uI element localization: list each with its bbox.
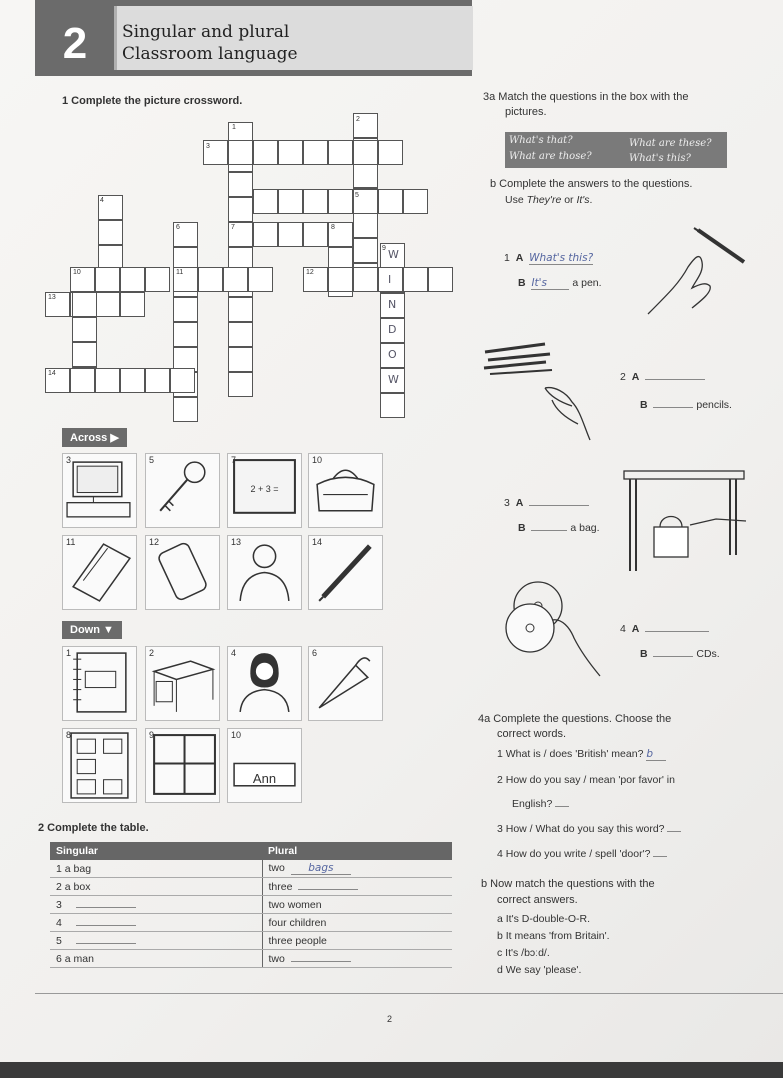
- picture-pencil: [308, 535, 383, 610]
- singular-text: 6 a man: [56, 952, 94, 965]
- crossword-cell[interactable]: [228, 297, 253, 322]
- ex3b-end: .: [589, 194, 593, 206]
- crossword-cell[interactable]: [173, 397, 198, 422]
- crossword-cell[interactable]: [353, 163, 378, 188]
- crossword-cell[interactable]: [303, 189, 328, 214]
- crossword-cell[interactable]: [328, 140, 353, 165]
- picture-notebook: [62, 646, 137, 721]
- ex3b-item-1-b: [518, 277, 602, 290]
- plural-text: two women: [268, 898, 322, 911]
- singular-plural-table: [50, 842, 452, 968]
- table-edge: [0, 1062, 783, 1078]
- item-number: 1: [504, 252, 510, 264]
- crossword-cell[interactable]: [380, 393, 405, 418]
- crossword-cell[interactable]: [248, 267, 273, 292]
- singular-cell[interactable]: [50, 878, 262, 896]
- crossword-letter: N: [388, 298, 397, 311]
- crossword-cell[interactable]: [353, 140, 378, 165]
- picture-text: 2 + 3 =: [250, 484, 279, 494]
- picture-book: [62, 535, 137, 610]
- ex3a-title-2: pictures.: [505, 106, 547, 118]
- crossword-clue-number: 8: [331, 224, 335, 231]
- page-number: 2: [387, 1014, 393, 1024]
- speaker-b: B: [518, 277, 526, 289]
- plural-header: Plural: [262, 842, 452, 860]
- unit-title: Singular and plural: [122, 22, 290, 42]
- plural-text: four children: [268, 916, 327, 929]
- ex4b-answer-d: d We say 'please'.: [497, 964, 582, 976]
- answer-blank[interactable]: [76, 925, 136, 926]
- ex4b-answer-b: b It means 'from Britain'.: [497, 930, 610, 942]
- picture-door: [62, 728, 137, 803]
- down-arrow-icon: ▼: [103, 624, 114, 636]
- ex1-title: 1 Complete the picture crossword.: [62, 95, 243, 107]
- crossword-cell[interactable]: [253, 222, 278, 247]
- box-question-2: What are these?: [629, 138, 712, 149]
- item-number: 3: [504, 497, 510, 509]
- crossword-letter: O: [388, 348, 397, 361]
- picture-number: 6: [312, 648, 318, 658]
- pointing-at-bag-icon: [620, 465, 750, 575]
- ex3b-item-1-a: [504, 252, 593, 264]
- table-row: [50, 896, 452, 914]
- ex4a-title: 4a Complete the questions. Choose the: [478, 713, 672, 725]
- picture-number: 1: [66, 648, 72, 658]
- ex3b-item-2-b: [640, 399, 732, 411]
- singular-cell[interactable]: [50, 932, 262, 950]
- plural-cell[interactable]: [262, 896, 452, 914]
- crossword-cell[interactable]: [72, 342, 97, 367]
- question-text: 1 What is / does 'British' mean?: [497, 748, 644, 760]
- crossword-cell[interactable]: [403, 189, 428, 214]
- crossword-cell[interactable]: [278, 222, 303, 247]
- picture-desk: [145, 646, 220, 721]
- answer-blank[interactable]: [529, 505, 589, 506]
- table-row: [50, 932, 452, 950]
- right-arrow-icon: ▶: [110, 432, 119, 444]
- footer-line: [35, 993, 783, 994]
- crossword-cell[interactable]: [303, 140, 328, 165]
- picture-woman: [227, 646, 302, 721]
- key-icon: [146, 454, 219, 527]
- crossword-clue-number: 10: [73, 269, 81, 276]
- picture-number: 3: [66, 455, 72, 465]
- table-row: [50, 950, 452, 968]
- singular-cell[interactable]: [50, 950, 262, 968]
- crossword-clue-number: 3: [206, 143, 210, 150]
- picture-key: [145, 453, 220, 528]
- singular-text: 2 a box: [56, 880, 91, 893]
- answer-blank[interactable]: [667, 831, 681, 832]
- picture-umbrella: [308, 646, 383, 721]
- plural-text: two: [268, 952, 285, 965]
- picture-mobile-phone: [145, 535, 220, 610]
- hand-with-pen-icon: [640, 222, 750, 322]
- speaker-a: A: [515, 497, 524, 509]
- crossword-clue-number: 1: [232, 124, 236, 131]
- notebook-icon: [63, 647, 136, 720]
- picture-board: [227, 453, 302, 528]
- ex4a-q4: [497, 848, 667, 860]
- crossword-cell[interactable]: [228, 140, 253, 165]
- answer-blank[interactable]: [645, 379, 705, 380]
- plural-cell[interactable]: [262, 878, 452, 896]
- answer-blank[interactable]: [653, 656, 693, 657]
- crossword-cell[interactable]: [120, 368, 145, 393]
- item-number: 4: [620, 623, 626, 635]
- singular-cell[interactable]: [50, 896, 262, 914]
- ex3b-item-4-b: [640, 648, 720, 660]
- crossword-cell[interactable]: [70, 368, 95, 393]
- crossword-cell[interactable]: [95, 292, 120, 317]
- question-text: 4 How do you write / spell 'door'?: [497, 848, 651, 860]
- crossword-letter: W: [388, 248, 399, 261]
- pointing-at-pencils-icon: [480, 340, 600, 450]
- ex4a-q2: 2 How do you say / mean 'por favor' in: [497, 774, 675, 786]
- ex3b-or: or: [561, 194, 577, 206]
- crossword-cell[interactable]: [95, 368, 120, 393]
- singular-cell[interactable]: [50, 914, 262, 932]
- crossword-cell[interactable]: [223, 267, 248, 292]
- crossword-cell[interactable]: [253, 140, 278, 165]
- ex3b-item-3-a: [504, 497, 589, 509]
- crossword-letter: W: [388, 373, 399, 386]
- picture-number: 11: [66, 537, 76, 547]
- singular-cell[interactable]: [50, 860, 262, 878]
- ex4b-answer-c: c It's /bɔːd/.: [497, 947, 550, 959]
- ex4b-title-2: correct answers.: [497, 894, 578, 906]
- singular-header: Singular: [50, 842, 262, 860]
- plural-cell[interactable]: [262, 860, 452, 878]
- speaker-a: A: [631, 371, 640, 383]
- singular-text: 1 a bag: [56, 862, 92, 875]
- ex3b-instruction-prefix: Use: [505, 194, 527, 206]
- crossword-cell[interactable]: [278, 140, 303, 165]
- picture-number: 5: [149, 455, 155, 465]
- answer-blank[interactable]: [653, 856, 667, 857]
- picture-name-tag: [227, 728, 302, 803]
- crossword-clue-number: 2: [356, 116, 360, 123]
- crossword-cell[interactable]: [228, 172, 253, 197]
- crossword-clue-number: 11: [176, 269, 184, 276]
- answer-handwritten: It's: [531, 277, 569, 290]
- plural-answer[interactable]: [298, 889, 358, 890]
- answer-blank[interactable]: [653, 407, 693, 408]
- item-number: 2: [620, 371, 626, 383]
- singular-text: 5: [56, 934, 62, 947]
- picture-number: 10: [312, 455, 323, 465]
- computer-icon: [63, 454, 136, 527]
- plural-cell[interactable]: [262, 932, 452, 950]
- crossword-clue-number: 5: [355, 192, 359, 199]
- picture-computer: [62, 453, 137, 528]
- unit-subtitle: Classroom language: [122, 44, 298, 64]
- crossword-cell[interactable]: [228, 347, 253, 372]
- window-icon: [146, 729, 219, 802]
- crossword-cell[interactable]: [353, 238, 378, 263]
- crossword-cell[interactable]: [378, 189, 403, 214]
- crossword-clue-number: 14: [48, 370, 56, 377]
- ex4a-title-2: correct words.: [497, 728, 567, 740]
- across-label-text: Across: [70, 432, 108, 444]
- answer-blank[interactable]: [645, 631, 709, 632]
- picture-number: 13: [231, 537, 242, 547]
- picture-number: 7: [231, 455, 237, 465]
- plural-answer[interactable]: [291, 961, 351, 962]
- ex4a-q3: [497, 823, 681, 835]
- crossword-cell[interactable]: [328, 189, 353, 214]
- picture-number: 10: [231, 730, 242, 740]
- crossword-clue-number: 6: [176, 224, 180, 231]
- crossword-cell[interactable]: [95, 267, 120, 292]
- answer-blank[interactable]: [76, 907, 136, 908]
- speaker-b: B: [640, 648, 648, 660]
- umbrella-icon: [309, 647, 382, 720]
- picture-number: 2: [149, 648, 155, 658]
- plural-text: three people: [268, 934, 327, 947]
- crossword-cell[interactable]: [170, 368, 195, 393]
- plural-text: two: [268, 862, 285, 874]
- crossword-clue-number: 13: [48, 294, 56, 301]
- question-text: 3 How / What do you say this word?: [497, 823, 665, 835]
- crossword-cell[interactable]: [173, 322, 198, 347]
- box-question-1: What's that?: [509, 135, 573, 146]
- plural-cell[interactable]: [262, 914, 452, 932]
- ex3b-instruction: [505, 194, 592, 206]
- unit-number: 2: [62, 19, 88, 68]
- answer-handwritten: b: [646, 748, 666, 761]
- ex3b-title: b Complete the answers to the questions.: [490, 178, 693, 190]
- crossword-clue-number: 7: [231, 224, 235, 231]
- answer-rest: pencils.: [696, 399, 732, 411]
- crossword-cell[interactable]: [145, 368, 170, 393]
- down-label-text: Down: [70, 624, 100, 636]
- question-text: English?: [512, 798, 553, 810]
- singular-text: 3: [56, 898, 62, 911]
- crossword-cell[interactable]: [145, 267, 170, 292]
- crossword-clue-number: 12: [306, 269, 314, 276]
- ex2-title: 2 Complete the table.: [38, 822, 149, 834]
- speaker-a: A: [515, 252, 524, 264]
- plural-cell[interactable]: [262, 950, 452, 968]
- table-row: [50, 860, 452, 878]
- crossword-cell[interactable]: [72, 292, 97, 317]
- ex4b-title: b Now match the questions with the: [481, 878, 655, 890]
- crossword-cell[interactable]: [253, 189, 278, 214]
- ex3b-item-4-a: [620, 623, 709, 635]
- crossword-clue-number: 9: [382, 245, 386, 252]
- crossword-cell[interactable]: [198, 267, 223, 292]
- singular-text: 4: [56, 916, 62, 929]
- ex4b-answer-a: a It's D-double-O-R.: [497, 913, 591, 925]
- speaker-b: B: [640, 399, 648, 411]
- crossword-cell[interactable]: [353, 213, 378, 238]
- answer-rest: a bag.: [570, 522, 600, 534]
- crossword-cell[interactable]: [173, 297, 198, 322]
- plural-text: three: [268, 880, 293, 893]
- crossword-cell[interactable]: [72, 317, 97, 342]
- crossword-letter: D: [388, 323, 397, 336]
- ex4a-q2-cont: [512, 798, 569, 810]
- crossword-cell[interactable]: [228, 197, 253, 222]
- crossword-clue-number: 4: [100, 197, 104, 204]
- across-label: [62, 428, 127, 447]
- crossword-cell[interactable]: [303, 222, 328, 247]
- picture-number: 14: [312, 537, 323, 547]
- ex3b-its: It's: [576, 194, 590, 206]
- crossword-cell[interactable]: [278, 189, 303, 214]
- picture-man: [227, 535, 302, 610]
- answer-blank[interactable]: [76, 943, 136, 944]
- picture-number: 4: [231, 648, 237, 658]
- crossword-cell[interactable]: [120, 292, 145, 317]
- box-question-4: What's this?: [629, 153, 691, 164]
- picture-number: 8: [66, 730, 72, 740]
- ex3b-item-2-a: [620, 371, 705, 383]
- down-label: [62, 621, 122, 639]
- ex3b-they: They're: [526, 194, 562, 206]
- door-icon: [63, 729, 136, 802]
- picture-text: Ann: [252, 771, 277, 786]
- crossword-cell[interactable]: [228, 322, 253, 347]
- table-row: [50, 878, 452, 896]
- ex4a-q1: [497, 748, 666, 761]
- ex3b-item-3-b: [518, 522, 600, 534]
- crossword-cell[interactable]: [353, 267, 378, 292]
- crossword-letter: I: [388, 273, 392, 286]
- answer-rest: CDs.: [696, 648, 720, 660]
- picture-number: 9: [149, 730, 155, 740]
- plural-answer[interactable]: bags: [291, 862, 351, 875]
- crossword-cell[interactable]: [428, 267, 453, 292]
- crossword-cell[interactable]: [98, 220, 123, 245]
- woman-icon: [228, 647, 301, 720]
- box-question-3: What are those?: [509, 151, 592, 162]
- question-box: [505, 132, 727, 168]
- crossword-cell[interactable]: [120, 267, 145, 292]
- picture-number: 12: [149, 537, 160, 547]
- crossword-cell[interactable]: [378, 140, 403, 165]
- answer-blank[interactable]: [531, 530, 567, 531]
- hand-with-cds-icon: [500, 580, 610, 680]
- crossword-cell[interactable]: [228, 372, 253, 397]
- answer-handwritten: What's this?: [529, 252, 594, 264]
- picture-bag: [308, 453, 383, 528]
- crossword-cell[interactable]: [328, 267, 353, 292]
- answer-rest: a pen.: [572, 277, 602, 289]
- crossword-cell[interactable]: [403, 267, 428, 292]
- table-row: [50, 914, 452, 932]
- answer-blank[interactable]: [555, 806, 569, 807]
- desk-icon: [146, 647, 219, 720]
- speaker-a: A: [631, 623, 640, 635]
- picture-window: [145, 728, 220, 803]
- speaker-b: B: [518, 522, 526, 534]
- ex3a-title: 3a Match the questions in the box with the: [483, 91, 689, 103]
